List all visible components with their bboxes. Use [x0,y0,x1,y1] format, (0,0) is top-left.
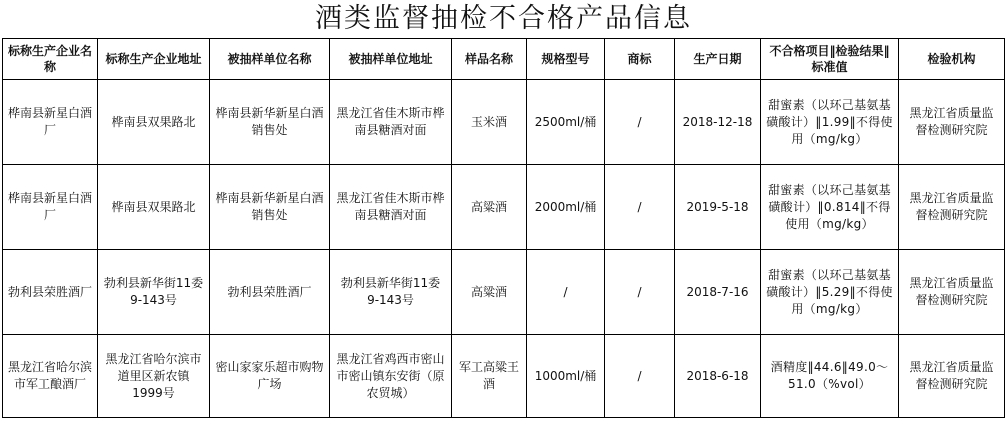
header-institution: 检验机构 [899,39,1005,80]
cell-sample-name: 玉米酒 [452,80,527,165]
cell-manufacturer-address: 桦南县双果路北 [98,165,210,250]
cell-result: 甜蜜素（以环己基氨基磺酸计）‖5.29‖不得使用（mg/kg） [761,250,899,335]
cell-result: 甜蜜素（以环己基氨基磺酸计）‖0.814‖不得使用（mg/kg） [761,165,899,250]
header-sampled-unit: 被抽样单位名称 [210,39,330,80]
cell-production-date: 2018-7-16 [675,250,761,335]
cell-result: 酒精度‖44.6‖49.0～51.0（%vol） [761,335,899,418]
cell-manufacturer: 桦南县新星白酒厂 [3,165,98,250]
cell-manufacturer-address: 黑龙江省哈尔滨市道里区新农镇1999号 [98,335,210,418]
header-sampled-address: 被抽样单位地址 [330,39,452,80]
cell-brand: / [605,335,675,418]
cell-institution: 黑龙江省质量监督检测研究院 [899,335,1005,418]
cell-sample-name: 军工高粱王酒 [452,335,527,418]
cell-sampled-address: 黑龙江省佳木斯市桦南县糖酒对面 [330,165,452,250]
cell-sampled-address: 黑龙江省佳木斯市桦南县糖酒对面 [330,80,452,165]
cell-production-date: 2019-5-18 [675,165,761,250]
cell-sample-name: 高粱酒 [452,165,527,250]
header-result: 不合格项目‖检验结果‖标准值 [761,39,899,80]
cell-institution: 黑龙江省质量监督检测研究院 [899,80,1005,165]
cell-sampled-address: 勃利县新华街11委9-143号 [330,250,452,335]
cell-production-date: 2018-6-18 [675,335,761,418]
cell-brand: / [605,80,675,165]
cell-sampled-unit: 桦南县新华新星白酒销售处 [210,80,330,165]
cell-manufacturer-address: 桦南县双果路北 [98,80,210,165]
cell-production-date: 2018-12-18 [675,80,761,165]
cell-sampled-unit: 桦南县新华新星白酒销售处 [210,165,330,250]
header-row [3,39,1005,80]
cell-result: 甜蜜素（以环己基氨基磺酸计）‖1.99‖不得使用（mg/kg） [761,80,899,165]
cell-manufacturer: 桦南县新星白酒厂 [3,80,98,165]
cell-spec: / [527,250,605,335]
cell-brand: / [605,250,675,335]
header-manufacturer: 标称生产企业名称 [3,39,98,80]
cell-institution: 黑龙江省质量监督检测研究院 [899,250,1005,335]
header-manufacturer-address: 标称生产企业地址 [98,39,210,80]
header-brand: 商标 [605,39,675,80]
cell-sampled-address: 黑龙江省鸡西市密山市密山镇东安街（原农贸城） [330,335,452,418]
table-row [3,165,1005,250]
cell-manufacturer: 勃利县荣胜酒厂 [3,250,98,335]
table-row [3,250,1005,335]
cell-sample-name: 高粱酒 [452,250,527,335]
cell-brand: / [605,165,675,250]
cell-sampled-unit: 密山家家乐超市购物广场 [210,335,330,418]
cell-manufacturer: 黑龙江省哈尔滨市军工酿酒厂 [3,335,98,418]
cell-spec: 1000ml/桶 [527,335,605,418]
cell-spec: 2000ml/桶 [527,165,605,250]
header-production-date: 生产日期 [675,39,761,80]
cell-manufacturer-address: 勃利县新华街11委9-143号 [98,250,210,335]
results-table [2,38,1005,418]
header-spec: 规格型号 [527,39,605,80]
cell-institution: 黑龙江省质量监督检测研究院 [899,165,1005,250]
header-sample-name: 样品名称 [452,39,527,80]
page-title: 酒类监督抽检不合格产品信息 [315,3,692,34]
table-row [3,80,1005,165]
cell-sampled-unit: 勃利县荣胜酒厂 [210,250,330,335]
cell-spec: 2500ml/桶 [527,80,605,165]
table-row [3,335,1005,418]
